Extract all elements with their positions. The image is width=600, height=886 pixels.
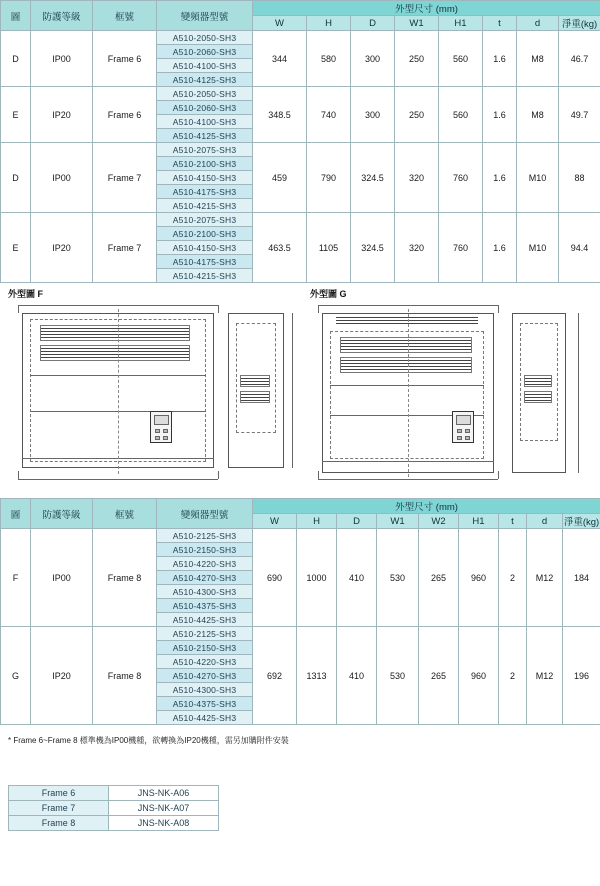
cell-d: M8 [517, 31, 559, 87]
cell-w1: 250 [395, 31, 439, 87]
kit-row [9, 801, 219, 816]
cell-h: 1105 [307, 213, 351, 283]
cell-w1: 250 [395, 87, 439, 143]
cell-model: A510-2050-SH3 [157, 31, 253, 45]
col2-fig: 圖 [1, 499, 31, 529]
cell-model: A510-4150-SH3 [157, 241, 253, 255]
col2-weight: 淨重(kg) [563, 514, 600, 529]
kit-row [9, 786, 219, 801]
cell-w: 692 [253, 627, 297, 725]
cell-w2: 265 [419, 529, 459, 627]
col2-w2: W2 [419, 514, 459, 529]
cell-protection: IP20 [31, 627, 93, 725]
cell-d: M8 [517, 87, 559, 143]
cell-model: A510-2150-SH3 [157, 543, 253, 557]
col-frame: 框號 [93, 1, 157, 31]
col-w: W [253, 16, 307, 31]
cell-model: A510-4175-SH3 [157, 185, 253, 199]
col-fig: 圖 [1, 1, 31, 31]
cell-model: A510-4125-SH3 [157, 129, 253, 143]
cell-d: M12 [527, 529, 563, 627]
cell-weight: 196 [563, 627, 600, 725]
col-protection: 防護等級 [31, 1, 93, 31]
col2-d-bolt: d [527, 514, 563, 529]
cell-model: A510-2100-SH3 [157, 227, 253, 241]
table-row [1, 31, 600, 45]
col-h: H [307, 16, 351, 31]
cell-figure: G [1, 627, 31, 725]
cell-frame: Frame 8 [93, 529, 157, 627]
cell-h: 1313 [297, 627, 337, 725]
cell-w1: 530 [377, 627, 419, 725]
table-row [1, 87, 600, 101]
cell-figure: E [1, 87, 31, 143]
col2-w1: W1 [377, 514, 419, 529]
table-row [1, 529, 600, 543]
col-w1: W1 [395, 16, 439, 31]
cell-model: A510-4125-SH3 [157, 73, 253, 87]
cell-model: A510-4300-SH3 [157, 683, 253, 697]
col2-protection: 防護等級 [31, 499, 93, 529]
cell-h1: 760 [439, 213, 483, 283]
cell-h: 580 [307, 31, 351, 87]
cell-h1: 560 [439, 31, 483, 87]
cell-protection: IP00 [31, 31, 93, 87]
cell-model: A510-2125-SH3 [157, 627, 253, 641]
outline-drawings [0, 283, 600, 498]
cell-frame: Frame 7 [93, 143, 157, 213]
drawing-title-g: 外型圖 G [310, 289, 347, 299]
dimension-table-1 [0, 0, 600, 283]
col-group-dimensions: 外型尺寸 (mm) [253, 1, 600, 16]
kit-row [9, 816, 219, 831]
cell-figure: E [1, 213, 31, 283]
cell-model: A510-2050-SH3 [157, 87, 253, 101]
cell-model: A510-4100-SH3 [157, 59, 253, 73]
cell-model: A510-4220-SH3 [157, 557, 253, 571]
col2-h: H [297, 514, 337, 529]
table-row [1, 143, 600, 157]
cell-d: 410 [337, 627, 377, 725]
cell-w: 344 [253, 31, 307, 87]
table-row [1, 627, 600, 641]
table1-body [1, 31, 600, 283]
cell-model: A510-4100-SH3 [157, 115, 253, 129]
cell-t: 1.6 [483, 213, 517, 283]
col2-h1: H1 [459, 514, 499, 529]
cell-figure: F [1, 529, 31, 627]
cell-w1: 530 [377, 529, 419, 627]
cell-t: 1.6 [483, 31, 517, 87]
kit-frame: Frame 8 [9, 816, 109, 831]
cell-h: 1000 [297, 529, 337, 627]
kit-part-number: JNS-NK-A08 [109, 816, 219, 831]
keypad-front-f [150, 411, 172, 443]
cell-h1: 560 [439, 87, 483, 143]
cell-t: 2 [499, 627, 527, 725]
kit-part-number: JNS-NK-A07 [109, 801, 219, 816]
cell-protection: IP00 [31, 529, 93, 627]
cell-model: A510-4375-SH3 [157, 697, 253, 711]
cell-h1: 960 [459, 529, 499, 627]
kit-frame: Frame 7 [9, 801, 109, 816]
col-d-bolt: d [517, 16, 559, 31]
cell-h: 740 [307, 87, 351, 143]
cell-w: 348.5 [253, 87, 307, 143]
conversion-kit-table [8, 785, 219, 831]
cell-h1: 760 [439, 143, 483, 213]
col2-d: D [337, 514, 377, 529]
table2-header [1, 499, 600, 529]
col2-frame: 框號 [93, 499, 157, 529]
cell-weight: 184 [563, 529, 600, 627]
cell-model: A510-4300-SH3 [157, 585, 253, 599]
footnote-text: * Frame 6~Frame 8 標準機為IP00機種，欲轉換為IP20機種，需另加購附件安裝 [8, 736, 289, 745]
kit-frame: Frame 6 [9, 786, 109, 801]
cell-figure: D [1, 31, 31, 87]
cell-h1: 960 [459, 627, 499, 725]
table2-body [1, 529, 600, 725]
cell-model: A510-4270-SH3 [157, 571, 253, 585]
cell-w: 459 [253, 143, 307, 213]
cell-frame: Frame 6 [93, 87, 157, 143]
cell-model: A510-4215-SH3 [157, 269, 253, 283]
cell-weight: 94.4 [559, 213, 600, 283]
cell-frame: Frame 7 [93, 213, 157, 283]
cell-d: 324.5 [351, 213, 395, 283]
col2-group-dimensions: 外型尺寸 (mm) [253, 499, 600, 514]
cell-model: A510-4150-SH3 [157, 171, 253, 185]
cell-h: 790 [307, 143, 351, 213]
cell-t: 2 [499, 529, 527, 627]
col2-model: 變頻器型號 [157, 499, 253, 529]
cell-model: A510-2100-SH3 [157, 157, 253, 171]
cell-frame: Frame 6 [93, 31, 157, 87]
cell-model: A510-4175-SH3 [157, 255, 253, 269]
cell-protection: IP00 [31, 143, 93, 213]
col-weight: 淨重(kg) [559, 16, 600, 31]
kit-part-number: JNS-NK-A06 [109, 786, 219, 801]
cell-model: A510-2060-SH3 [157, 101, 253, 115]
cell-model: A510-4375-SH3 [157, 599, 253, 613]
table-row [1, 213, 600, 227]
cell-weight: 46.7 [559, 31, 600, 87]
cell-d: 300 [351, 87, 395, 143]
cell-frame: Frame 8 [93, 627, 157, 725]
cell-w: 463.5 [253, 213, 307, 283]
cell-model: A510-4270-SH3 [157, 669, 253, 683]
col2-t: t [499, 514, 527, 529]
col-t: t [483, 16, 517, 31]
cell-d: M10 [517, 213, 559, 283]
cell-d: 324.5 [351, 143, 395, 213]
cell-model: A510-2075-SH3 [157, 143, 253, 157]
cell-w1: 320 [395, 143, 439, 213]
cell-model: A510-2150-SH3 [157, 641, 253, 655]
col-h1: H1 [439, 16, 483, 31]
cell-weight: 88 [559, 143, 600, 213]
drawing-title-f: 外型圖 F [8, 289, 43, 299]
cell-protection: IP20 [31, 87, 93, 143]
cell-model: A510-4215-SH3 [157, 199, 253, 213]
cell-model: A510-2075-SH3 [157, 213, 253, 227]
cell-d: M10 [517, 143, 559, 213]
col2-w: W [253, 514, 297, 529]
cell-d: 410 [337, 529, 377, 627]
cell-d: M12 [527, 627, 563, 725]
dimension-table-2 [0, 498, 600, 725]
cell-d: 300 [351, 31, 395, 87]
cell-model: A510-2125-SH3 [157, 529, 253, 543]
col-d: D [351, 16, 395, 31]
footer-area [0, 725, 600, 785]
cell-model: A510-4425-SH3 [157, 711, 253, 725]
cell-model: A510-4220-SH3 [157, 655, 253, 669]
table1-header [1, 1, 600, 31]
cell-w1: 320 [395, 213, 439, 283]
keypad-front-g [452, 411, 474, 443]
cell-model: A510-4425-SH3 [157, 613, 253, 627]
cell-weight: 49.7 [559, 87, 600, 143]
cell-model: A510-2060-SH3 [157, 45, 253, 59]
cell-t: 1.6 [483, 87, 517, 143]
cell-w2: 265 [419, 627, 459, 725]
col-model: 變頻器型號 [157, 1, 253, 31]
cell-t: 1.6 [483, 143, 517, 213]
cell-figure: D [1, 143, 31, 213]
cell-w: 690 [253, 529, 297, 627]
cell-protection: IP20 [31, 213, 93, 283]
